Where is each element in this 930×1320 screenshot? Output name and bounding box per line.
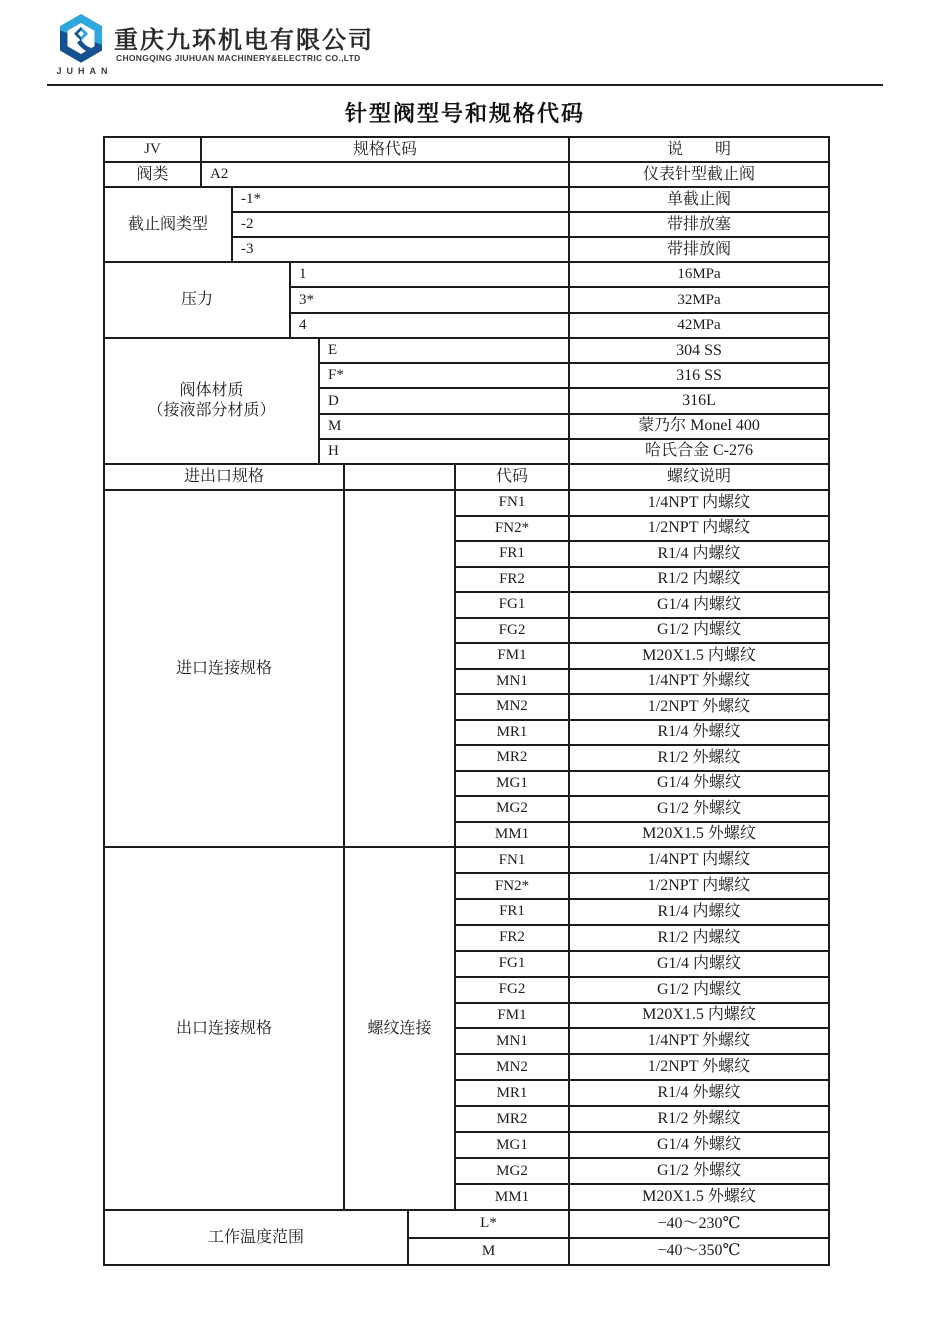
table-row bbox=[409, 1239, 828, 1265]
spec-table bbox=[103, 136, 830, 1266]
table-row bbox=[456, 644, 828, 670]
desc-cell: M20X1.5 内螺纹 bbox=[642, 646, 756, 664]
code-cell: MN1 bbox=[456, 670, 570, 694]
code-cell: MR2 bbox=[456, 1107, 570, 1131]
code-cell: FG2 bbox=[456, 619, 570, 643]
table-row bbox=[291, 314, 828, 337]
desc-cell: M20X1.5 外螺纹 bbox=[642, 825, 756, 843]
code-cell: FM1 bbox=[456, 644, 570, 668]
desc-cell: R1/4 外螺纹 bbox=[657, 723, 741, 741]
pressure-section bbox=[105, 263, 828, 339]
valve-class-code: A2 bbox=[202, 163, 570, 186]
body-material-label-line2: （接液部分材质） bbox=[147, 402, 276, 419]
table-row bbox=[456, 1029, 828, 1055]
table-row bbox=[291, 263, 828, 288]
code-cell: MR2 bbox=[456, 746, 570, 770]
table-row bbox=[320, 339, 828, 364]
code-cell: MM1 bbox=[456, 823, 570, 847]
desc-cell: 32MPa bbox=[677, 291, 721, 308]
desc-cell: 316 SS bbox=[676, 366, 722, 384]
header-divider bbox=[47, 84, 883, 86]
table-row bbox=[233, 188, 828, 213]
code-cell: FN1 bbox=[456, 491, 570, 515]
table-row bbox=[320, 440, 828, 463]
desc-cell: 1/4NPT 外螺纹 bbox=[647, 1032, 751, 1050]
code-cell: MG1 bbox=[456, 1133, 570, 1157]
table-row bbox=[456, 568, 828, 594]
code-cell: FR2 bbox=[456, 568, 570, 592]
logo-wordmark: JUHAN bbox=[56, 66, 113, 76]
code-cell: FG1 bbox=[456, 593, 570, 617]
desc-cell: R1/4 内螺纹 bbox=[657, 902, 741, 920]
table-row bbox=[456, 721, 828, 747]
body-material-label bbox=[105, 339, 320, 463]
code-cell: FN2* bbox=[456, 874, 570, 898]
desc-cell: 1/4NPT 内螺纹 bbox=[647, 850, 751, 868]
table-row bbox=[456, 823, 828, 847]
table-row bbox=[456, 1159, 828, 1185]
code-cell: -2 bbox=[233, 213, 570, 236]
table-row bbox=[456, 1081, 828, 1107]
table-row bbox=[456, 695, 828, 721]
header-desc-cell: 说 明 bbox=[666, 140, 731, 158]
code-cell: E bbox=[320, 339, 570, 362]
table-row bbox=[320, 364, 828, 389]
code-cell: FM1 bbox=[456, 1004, 570, 1028]
desc-cell: 单截止阀 bbox=[666, 190, 731, 208]
table-row bbox=[456, 1107, 828, 1133]
desc-cell: G1/2 外螺纹 bbox=[656, 1162, 741, 1180]
port-spec-code-col: 代码 bbox=[456, 465, 570, 489]
valve-class-row bbox=[105, 163, 828, 188]
code-cell: M bbox=[320, 415, 570, 438]
desc-cell: 1/2NPT 内螺纹 bbox=[647, 876, 751, 894]
desc-cell: 1/2NPT 外螺纹 bbox=[647, 697, 751, 715]
desc-cell: 42MPa bbox=[677, 316, 721, 333]
pressure-label: 压力 bbox=[105, 263, 291, 337]
desc-cell: 哈氏合金 C-276 bbox=[644, 442, 753, 460]
table-row bbox=[456, 619, 828, 645]
table-row bbox=[456, 874, 828, 900]
code-cell: L* bbox=[409, 1211, 570, 1237]
code-cell: M bbox=[409, 1239, 570, 1265]
company-name-en: CHONGQING JIUHUAN MACHINERY&ELECTRIC CO.,LTD bbox=[116, 53, 361, 63]
code-cell: MG2 bbox=[456, 1159, 570, 1183]
desc-cell: G1/2 外螺纹 bbox=[656, 799, 741, 817]
desc-cell: 16MPa bbox=[677, 266, 721, 283]
body-material-section bbox=[105, 339, 828, 465]
code-cell: FN1 bbox=[456, 848, 570, 872]
table-row bbox=[320, 389, 828, 414]
code-cell: MR1 bbox=[456, 721, 570, 745]
desc-cell: R1/2 内螺纹 bbox=[657, 570, 741, 588]
temperature-section bbox=[105, 1211, 828, 1264]
code-cell: FR1 bbox=[456, 900, 570, 924]
desc-cell: 1/4NPT 外螺纹 bbox=[647, 672, 751, 690]
code-cell: 1 bbox=[291, 263, 570, 286]
table-row bbox=[456, 848, 828, 874]
company-logo-icon bbox=[52, 13, 110, 65]
port-spec-middle bbox=[345, 465, 456, 489]
stop-valve-type-section bbox=[105, 188, 828, 263]
desc-cell: R1/2 外螺纹 bbox=[657, 1110, 741, 1128]
inlet-connection-section bbox=[105, 491, 828, 848]
table-row bbox=[456, 978, 828, 1004]
desc-cell: 1/2NPT 内螺纹 bbox=[647, 519, 751, 537]
desc-cell: R1/4 外螺纹 bbox=[657, 1084, 741, 1102]
table-row bbox=[456, 1133, 828, 1159]
valve-class-desc: 仪表针型截止阀 bbox=[642, 165, 755, 183]
desc-cell: 1/4NPT 内螺纹 bbox=[647, 493, 751, 511]
desc-cell: 蒙乃尔 Monel 400 bbox=[638, 417, 760, 435]
table-row bbox=[291, 288, 828, 313]
outlet-middle-cell: 螺纹连接 bbox=[345, 848, 456, 1209]
desc-cell: 1/2NPT 外螺纹 bbox=[647, 1058, 751, 1076]
temperature-label: 工作温度范围 bbox=[105, 1211, 409, 1264]
table-row bbox=[456, 593, 828, 619]
port-spec-header-row bbox=[105, 465, 828, 491]
port-spec-label: 进出口规格 bbox=[105, 465, 345, 489]
table-row bbox=[456, 670, 828, 696]
code-cell: -3 bbox=[233, 238, 570, 261]
code-cell: MN2 bbox=[456, 1055, 570, 1079]
code-cell: F* bbox=[320, 364, 570, 387]
desc-cell: G1/4 内螺纹 bbox=[656, 954, 741, 972]
header-jv-cell: JV bbox=[105, 138, 202, 161]
inlet-label: 进口连接规格 bbox=[105, 491, 345, 846]
code-cell: MR1 bbox=[456, 1081, 570, 1105]
desc-cell: G1/2 内螺纹 bbox=[656, 621, 741, 639]
code-cell: MG1 bbox=[456, 772, 570, 796]
table-row bbox=[456, 772, 828, 798]
table-row bbox=[233, 238, 828, 261]
table-row bbox=[456, 1004, 828, 1030]
desc-cell: −40～350℃ bbox=[657, 1242, 741, 1260]
code-cell: -1* bbox=[233, 188, 570, 211]
desc-cell: M20X1.5 外螺纹 bbox=[642, 1187, 756, 1205]
table-row bbox=[409, 1211, 828, 1239]
desc-cell: G1/4 外螺纹 bbox=[656, 774, 741, 792]
code-cell: MN2 bbox=[456, 695, 570, 719]
port-spec-desc-col: 螺纹说明 bbox=[666, 468, 731, 485]
code-cell: MG2 bbox=[456, 797, 570, 821]
code-cell: MM1 bbox=[456, 1185, 570, 1209]
table-row bbox=[456, 1055, 828, 1081]
table-row bbox=[456, 797, 828, 823]
body-material-label-line1: 阀体材质 bbox=[179, 382, 244, 399]
code-cell: D bbox=[320, 389, 570, 412]
outlet-label: 出口连接规格 bbox=[105, 848, 345, 1209]
table-row bbox=[233, 213, 828, 238]
inlet-middle-cell bbox=[345, 491, 456, 846]
code-cell: 3* bbox=[291, 288, 570, 311]
code-cell: FR2 bbox=[456, 926, 570, 950]
desc-cell: G1/2 内螺纹 bbox=[656, 980, 741, 998]
outlet-connection-section bbox=[105, 848, 828, 1211]
code-cell: MN1 bbox=[456, 1029, 570, 1053]
code-cell: FG1 bbox=[456, 952, 570, 976]
desc-cell: G1/4 内螺纹 bbox=[656, 595, 741, 613]
code-cell: FG2 bbox=[456, 978, 570, 1002]
table-row bbox=[320, 415, 828, 440]
table-row bbox=[456, 900, 828, 926]
desc-cell: M20X1.5 内螺纹 bbox=[642, 1006, 756, 1024]
stop-valve-type-label: 截止阀类型 bbox=[105, 188, 233, 261]
table-row bbox=[456, 926, 828, 952]
header-spec-code-cell: 规格代码 bbox=[202, 138, 570, 161]
table-row bbox=[456, 542, 828, 568]
desc-cell: R1/2 内螺纹 bbox=[657, 928, 741, 946]
table-row bbox=[456, 952, 828, 978]
desc-cell: 带排放阀 bbox=[666, 240, 731, 258]
desc-cell: R1/2 外螺纹 bbox=[657, 748, 741, 766]
desc-cell: R1/4 内螺纹 bbox=[657, 544, 741, 562]
desc-cell: −40～230℃ bbox=[657, 1214, 741, 1232]
company-name-cn: 重庆九环机电有限公司 bbox=[114, 28, 374, 54]
code-cell: H bbox=[320, 440, 570, 463]
code-cell: FN2* bbox=[456, 517, 570, 541]
table-row bbox=[456, 517, 828, 543]
code-cell: 4 bbox=[291, 314, 570, 337]
table-row bbox=[456, 746, 828, 772]
desc-cell: G1/4 外螺纹 bbox=[656, 1136, 741, 1154]
page-title: 针型阀型号和规格代码 bbox=[344, 101, 585, 126]
table-row bbox=[456, 1185, 828, 1209]
code-cell: FR1 bbox=[456, 542, 570, 566]
desc-cell: 带排放塞 bbox=[666, 215, 731, 233]
desc-cell: 316L bbox=[682, 392, 716, 409]
table-header-row bbox=[105, 138, 828, 163]
desc-cell: 304 SS bbox=[676, 341, 722, 359]
table-row bbox=[456, 491, 828, 517]
valve-class-label: 阀类 bbox=[105, 163, 202, 186]
